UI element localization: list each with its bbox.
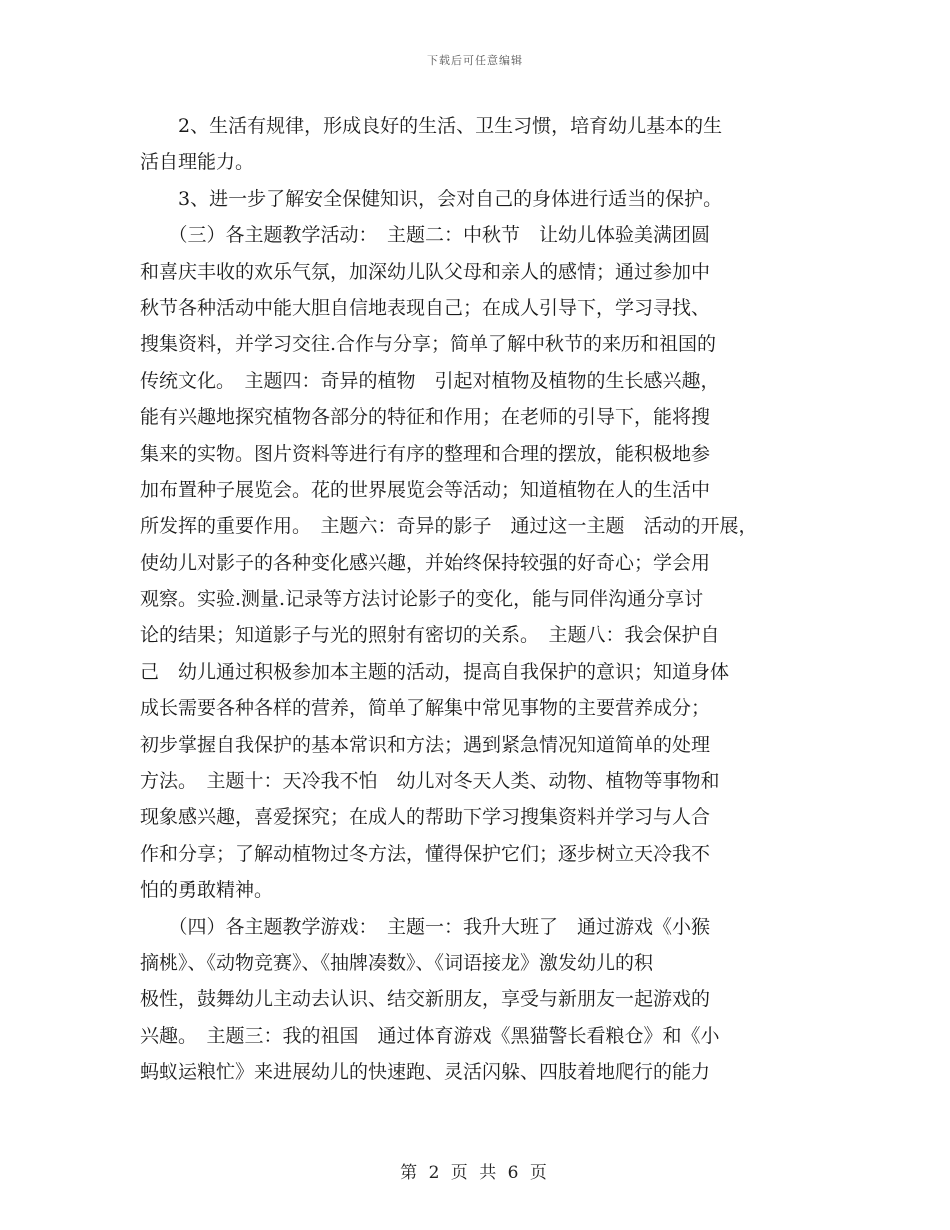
text-line: 集来的实物。图片资料等进行有序的整理和合理的摆放，能积极地参	[140, 442, 711, 465]
text-line: 2、生活有规律，形成良好的生活、卫生习惯，培育幼儿基本的生	[140, 115, 723, 137]
text-line: 极性，鼓舞幼儿主动去认识、结交新朋友，享受与新朋友一起游戏的	[140, 988, 711, 1011]
text-line: 怕的勇敢精神。	[140, 879, 274, 902]
text-line: 活自理能力。	[140, 151, 255, 174]
text-line: 现象感兴趣，喜爱探究；在成人的帮助下学习搜集资料并学习与人合	[140, 806, 711, 829]
text-line: 兴趣。 主题三：我的祖国 通过体育游戏《黑猫警长看粮仓》和《小	[140, 1024, 720, 1047]
text-line: 初步掌握自我保护的基本常识和方法；遇到紧急情况知道简单的处理	[140, 733, 711, 756]
text-line: 作和分享；了解动植物过冬方法，懂得保护它们；逐步树立天冷我不	[140, 842, 711, 865]
text-line: 3、进一步了解安全保健知识，会对自己的身体进行适当的保护。	[140, 187, 723, 210]
text-line: 使幼儿对影子的各种变化感兴趣，并始终保持较强的好奇心；学会用	[140, 551, 711, 574]
document-body	[140, 108, 810, 1091]
text-line: 能有兴趣地探究植物各部分的特征和作用；在老师的引导下，能将搜	[140, 406, 711, 429]
text-line: 成长需要各种各样的营养，简单了解集中常见事物的主要营养成分；	[140, 697, 711, 720]
page-header-note: 下载后可任意编辑	[427, 54, 523, 67]
page-number-footer: 第 2 页 共 6 页	[400, 1163, 550, 1183]
text-line: 所发挥的重要作用。 主题六：奇异的影子 通过这一主题 活动的开展，	[140, 515, 758, 538]
text-line: 观察。实验.测量.记录等方法讨论影子的变化，能与同伴沟通分享讨	[140, 588, 704, 611]
text-line: （四）各主题教学游戏： 主题一：我升大班了 通过游戏《小猴	[140, 915, 711, 938]
text-line: 蚂蚁运粮忙》来进展幼儿的快速跑、灵活闪躲、四肢着地爬行的能力	[140, 1061, 711, 1084]
text-line: 秋节各种活动中能大胆自信地表现自己；在成人引导下，学习寻找、	[140, 296, 711, 319]
text-line: 搜集资料，并学习交往.合作与分享；简单了解中秋节的来历和祖国的	[140, 333, 717, 356]
text-line: 和喜庆丰收的欢乐气氛，加深幼儿队父母和亲人的感情；通过参加中	[140, 260, 711, 283]
text-line: （三）各主题教学活动： 主题二：中秋节 让幼儿体验美满团圆	[140, 224, 711, 247]
text-line: 己 幼儿通过积极参加本主题的活动，提高自我保护的意识；知道身体	[140, 660, 730, 683]
text-line: 摘桃》、《动物竞赛》、《抽牌凑数》、《词语接龙》激发幼儿的积	[140, 951, 654, 974]
text-line: 传统文化。 主题四：奇异的植物 引起对植物及植物的生长感兴趣，	[140, 369, 720, 392]
text-line: 方法。 主题十：天冷我不怕 幼儿对冬天人类、动物、植物等事物和	[140, 770, 720, 793]
text-line: 加布置种子展览会。花的世界展览会等活动；知道植物在人的生活中	[140, 478, 711, 501]
text-line: 论的结果；知道影子与光的照射有密切的关系。 主题八：我会保护自	[140, 624, 720, 647]
